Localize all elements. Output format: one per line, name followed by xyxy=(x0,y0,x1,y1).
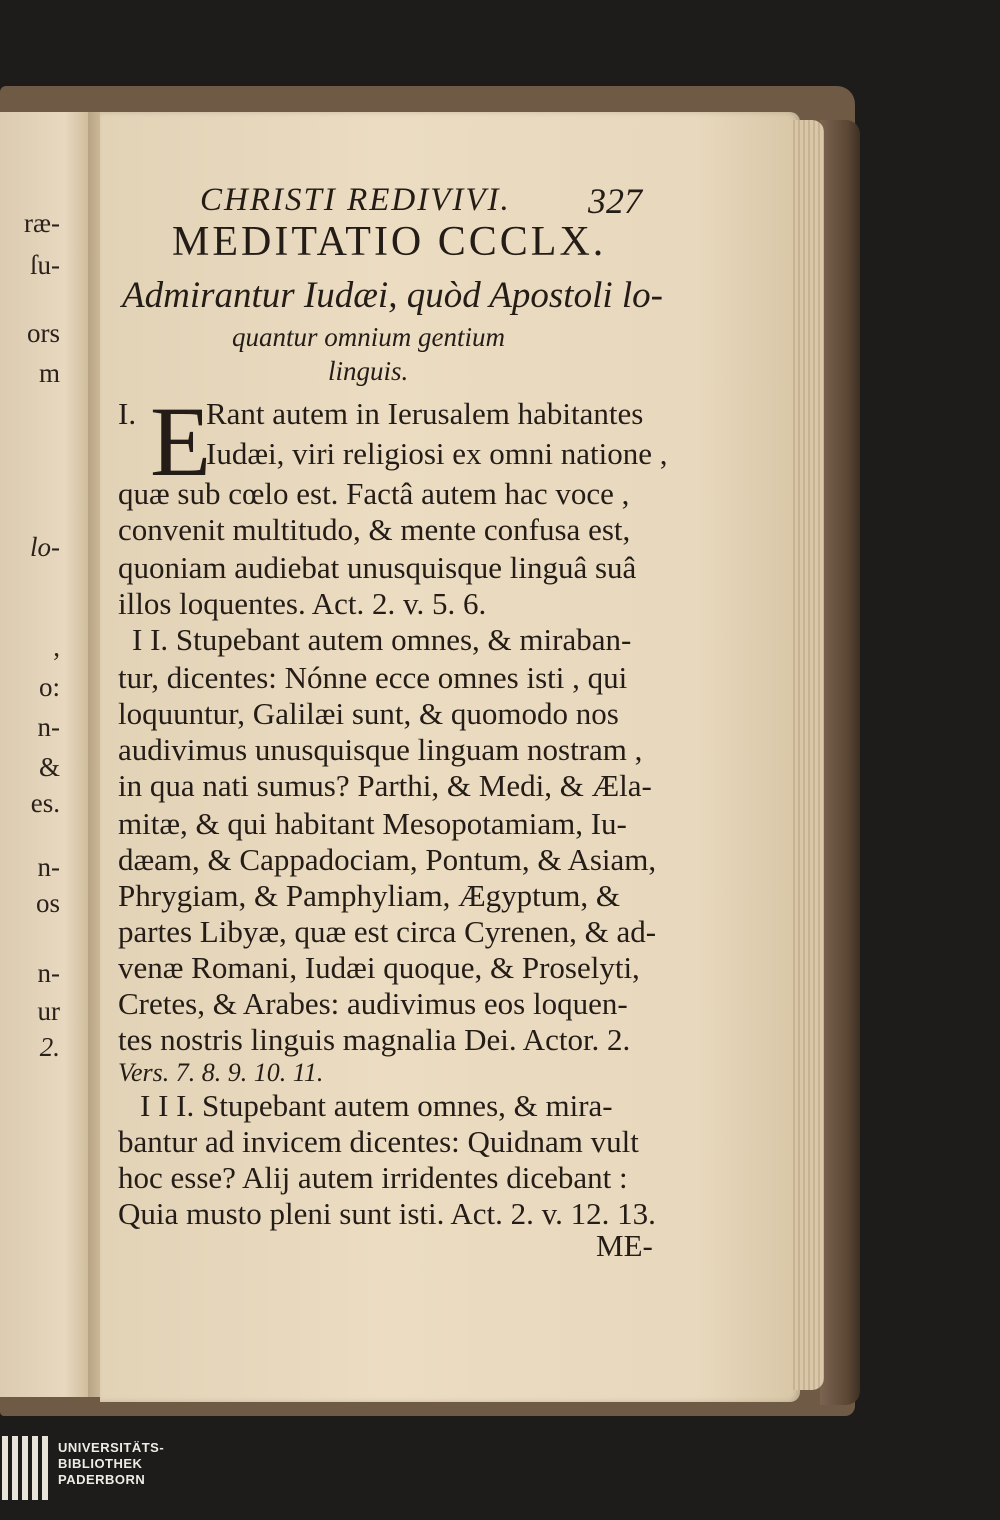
body-line: partes Libyæ, quæ est circa Cyrenen, & ad- xyxy=(118,914,657,949)
section-number: I. xyxy=(118,396,137,431)
body-line: venæ Romani, Iudæi quoque, & Proselyti, xyxy=(118,950,640,985)
left-fragment: n- xyxy=(37,958,60,988)
subtitle-line: Admirantur Iudæi, quòd Apostoli lo- xyxy=(122,275,663,316)
body-line: Quia musto pleni sunt isti. Act. 2. v. 12. 13. xyxy=(118,1196,656,1231)
body-line: dæam, & Cappadociam, Pontum, & Asiam, xyxy=(118,842,657,877)
left-fragment: n- xyxy=(37,852,60,882)
left-fragment: ſu- xyxy=(30,250,60,280)
library-name-line: PADERBORN xyxy=(58,1472,146,1487)
body-line: mitæ, & qui habitant Mesopotamiam, Iu- xyxy=(118,806,627,841)
left-fragment: ur xyxy=(37,996,60,1026)
body-line: bantur ad invicem dicentes: Quidnam vult xyxy=(118,1124,639,1159)
left-fragment: lo- xyxy=(30,532,60,562)
subtitle-line: quantur omnium gentium xyxy=(232,322,505,352)
drop-cap: E xyxy=(150,386,212,497)
body-line: I I I. Stupebant autem omnes, & mira- xyxy=(140,1088,613,1123)
left-fragment: ors xyxy=(27,318,60,348)
page-number: 327 xyxy=(588,181,642,221)
body-line: illos loquentes. Act. 2. v. 5. 6. xyxy=(118,586,487,621)
body-line: Iudæi, viri religiosi ex omni natione , xyxy=(206,436,668,471)
body-line: Phrygiam, & Pamphyliam, Ægyptum, & xyxy=(118,878,621,913)
body-line: hoc esse? Alij autem irridentes dicebant : xyxy=(118,1160,628,1195)
body-line: quoniam audiebat unusquisque linguâ suâ xyxy=(118,550,637,585)
body-line: tur, dicentes: Nónne ecce omnes isti , qui xyxy=(118,660,628,695)
left-fragment: n- xyxy=(37,712,60,742)
left-fragment: 2. xyxy=(39,1032,60,1062)
body-line: loquuntur, Galilæi sunt, & quomodo nos xyxy=(118,696,619,731)
running-head: CHRISTI REDIVIVI. xyxy=(200,182,511,218)
body-line: Cretes, & Arabes: audivimus eos loquen- xyxy=(118,986,628,1021)
body-line: Vers. 7. 8. 9. 10. 11. xyxy=(118,1058,324,1087)
body-line: quæ sub cœlo est. Factâ autem hac voce , xyxy=(118,476,630,511)
left-fragment: o: xyxy=(38,672,60,702)
left-page xyxy=(0,112,92,1397)
left-fragment: & xyxy=(38,752,60,782)
catchword: ME- xyxy=(596,1228,653,1263)
left-fragment: m xyxy=(38,358,60,388)
library-logo xyxy=(0,1436,50,1500)
subtitle-line: linguis. xyxy=(328,356,409,386)
book-spine xyxy=(820,120,860,1405)
page-edges xyxy=(790,120,824,1390)
body-line: in qua nati sumus? Parthi, & Medi, & Æla- xyxy=(118,768,652,803)
library-name-line: UNIVERSITÄTS- xyxy=(58,1440,165,1455)
body-line: I I. Stupebant autem omnes, & miraban- xyxy=(132,622,632,657)
library-name-line: BIBLIOTHEK xyxy=(58,1456,143,1471)
body-line: audivimus unusquisque linguam nostram , xyxy=(118,732,643,767)
left-fragment: es. xyxy=(30,788,60,818)
body-line: tes nostris linguis magnalia Dei. Actor. 2. xyxy=(118,1022,631,1057)
left-fragment: , xyxy=(53,632,60,662)
meditation-title: MEDITATIO CCCLX. xyxy=(172,219,607,265)
left-fragment: os xyxy=(35,888,60,918)
body-line: Rant autem in Ierusalem habitantes xyxy=(206,396,644,431)
left-fragment: ræ- xyxy=(24,208,60,238)
body-line: convenit multitudo, & mente confusa est, xyxy=(118,512,631,547)
